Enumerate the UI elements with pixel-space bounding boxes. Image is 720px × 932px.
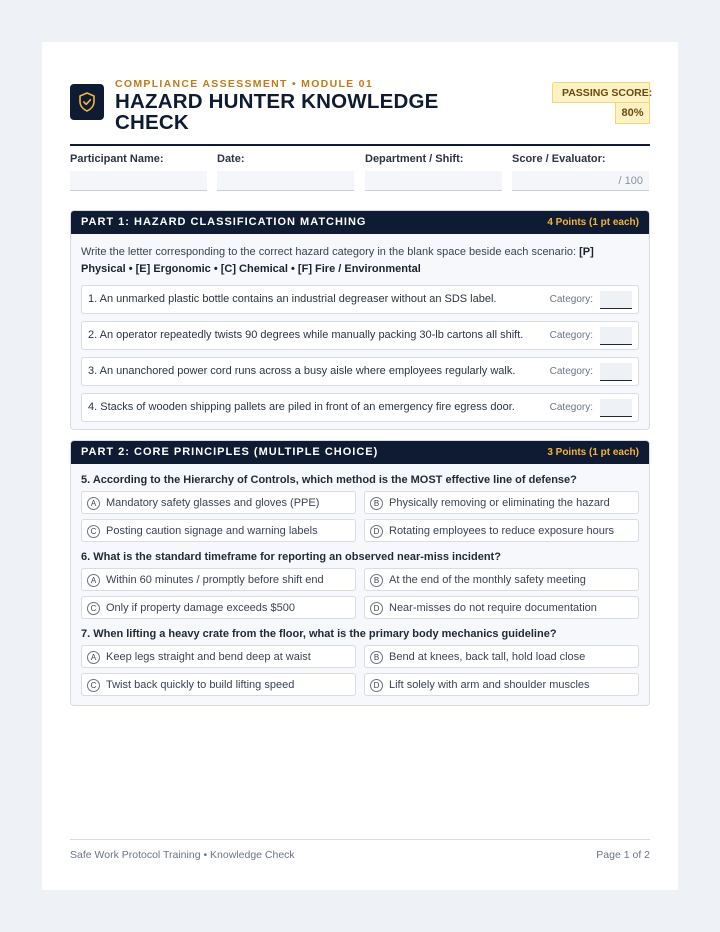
- date-field: [217, 153, 354, 191]
- category-label: Category:: [549, 402, 593, 413]
- category-answer-box[interactable]: [600, 363, 632, 381]
- option-text: Twist back quickly to build lifting speed: [106, 679, 295, 691]
- participant-info: [70, 153, 650, 193]
- option-text: Near-misses do not require documentation: [389, 602, 597, 614]
- option-text: Within 60 minutes / promptly before shift end: [106, 574, 324, 586]
- answer-option-c[interactable]: [81, 519, 356, 542]
- score-input[interactable]: / 100: [512, 171, 649, 191]
- page-number: Page 1 of 2: [596, 849, 650, 861]
- category-answer-box[interactable]: [600, 291, 632, 309]
- part1-instructions: [81, 244, 639, 278]
- option-text: Posting caution signage and warning labels: [106, 525, 318, 537]
- part1-points: 4 Points (1 pt each): [547, 217, 639, 228]
- option-letter-circle: D: [370, 525, 383, 538]
- page-title: HAZARD HUNTER KNOWLEDGE CHECK: [115, 90, 439, 134]
- option-text: At the end of the monthly safety meeting: [389, 574, 586, 586]
- category-key: [P] Physical • [E] Ergonomic • [C] Chemical • [F] Fire / Environmental: [81, 246, 594, 275]
- part2-title: PART 2: CORE PRINCIPLES (MULTIPLE CHOICE): [81, 446, 379, 458]
- participant-input[interactable]: [70, 171, 207, 191]
- part2-header: [71, 441, 649, 464]
- answer-option-d[interactable]: [364, 519, 639, 542]
- scenario-text: 3. An unanchored power cord runs across a busy aisle where employees regularly walk.: [88, 365, 516, 377]
- option-letter-circle: D: [370, 602, 383, 615]
- answer-options: [81, 491, 639, 542]
- answer-option-a[interactable]: [81, 491, 356, 514]
- option-letter-circle: C: [87, 525, 100, 538]
- question-text: 7. When lifting a heavy crate from the floor, what is the primary body mechanics guideline?: [81, 628, 557, 640]
- question-text: 5. According to the Hierarchy of Controls, which method is the MOST effective line of defense?: [81, 474, 577, 486]
- option-text: Lift solely with arm and shoulder muscles: [389, 679, 590, 691]
- part2-section: [70, 440, 650, 706]
- department-label: Department / Shift:: [365, 153, 464, 165]
- score-field: [512, 153, 649, 191]
- date-input[interactable]: [217, 171, 354, 191]
- part2-points: 3 Points (1 pt each): [547, 447, 639, 458]
- option-text: Rotating employees to reduce exposure hours: [389, 525, 615, 537]
- shield-check-icon: [70, 84, 104, 120]
- scenario-list: [71, 285, 649, 422]
- category-label: Category:: [549, 366, 593, 377]
- option-letter-circle: C: [87, 602, 100, 615]
- answer-option-a[interactable]: [81, 645, 356, 668]
- option-letter-circle: B: [370, 574, 383, 587]
- participant-field: [70, 153, 207, 191]
- answer-option-b[interactable]: [364, 568, 639, 591]
- option-letter-circle: A: [87, 497, 100, 510]
- department-input[interactable]: [365, 171, 502, 191]
- option-text: Keep legs straight and bend deep at waist: [106, 651, 311, 663]
- question-list: [71, 474, 649, 696]
- answer-option-d[interactable]: [364, 596, 639, 619]
- passing-score-label: PASSING SCORE:: [552, 82, 650, 103]
- answer-option-b[interactable]: [364, 491, 639, 514]
- scenario-row: [81, 357, 639, 386]
- answer-option-c[interactable]: [81, 596, 356, 619]
- option-text: Only if property damage exceeds $500: [106, 602, 295, 614]
- module-eyebrow: COMPLIANCE ASSESSMENT • MODULE 01: [115, 78, 373, 90]
- option-letter-circle: A: [87, 574, 100, 587]
- score-label: Score / Evaluator:: [512, 153, 606, 165]
- passing-score-value: 80%: [615, 103, 650, 124]
- instruction-text: Write the letter corresponding to the correct hazard category in the blank space beside each scenario:: [81, 246, 577, 258]
- scenario-text: 2. An operator repeatedly twists 90 degrees while manually packing 30-lb cartons all shift.: [88, 329, 524, 341]
- worksheet-header: [70, 76, 653, 146]
- page-footer: [70, 839, 650, 861]
- scenario-text: 1. An unmarked plastic bottle contains an industrial degreaser without an SDS label.: [88, 293, 497, 305]
- scenario-row: [81, 321, 639, 350]
- scenario-text: 4. Stacks of wooden shipping pallets are piled in front of an emergency fire egress door.: [88, 401, 515, 413]
- scenario-row: [81, 393, 639, 422]
- participant-label: Participant Name:: [70, 153, 164, 165]
- option-text: Bend at knees, back tall, hold load close: [389, 651, 586, 663]
- answer-option-b[interactable]: [364, 645, 639, 668]
- scenario-row: [81, 285, 639, 314]
- answer-option-d[interactable]: [364, 673, 639, 696]
- option-text: Physically removing or eliminating the hazard: [389, 497, 610, 509]
- footer-course: Safe Work Protocol Training • Knowledge Check: [70, 849, 295, 861]
- answer-option-c[interactable]: [81, 673, 356, 696]
- part1-section: [70, 210, 650, 430]
- question-text: 6. What is the standard timeframe for reporting an observed near-miss incident?: [81, 551, 501, 563]
- answer-options: [81, 645, 639, 696]
- date-label: Date:: [217, 153, 245, 165]
- part1-header: [71, 211, 649, 234]
- option-letter-circle: D: [370, 679, 383, 692]
- option-letter-circle: A: [87, 651, 100, 664]
- passing-score-badge: [552, 82, 653, 124]
- category-answer-box[interactable]: [600, 399, 632, 417]
- answer-options: [81, 568, 639, 619]
- category-answer-box[interactable]: [600, 327, 632, 345]
- part1-title: PART 1: HAZARD CLASSIFICATION MATCHING: [81, 216, 367, 228]
- option-text: Mandatory safety glasses and gloves (PPE): [106, 497, 320, 509]
- option-letter-circle: B: [370, 651, 383, 664]
- option-letter-circle: B: [370, 497, 383, 510]
- category-label: Category:: [549, 330, 593, 341]
- category-label: Category:: [549, 294, 593, 305]
- department-field: [365, 153, 502, 191]
- answer-option-a[interactable]: [81, 568, 356, 591]
- option-letter-circle: C: [87, 679, 100, 692]
- worksheet-page: [42, 42, 678, 890]
